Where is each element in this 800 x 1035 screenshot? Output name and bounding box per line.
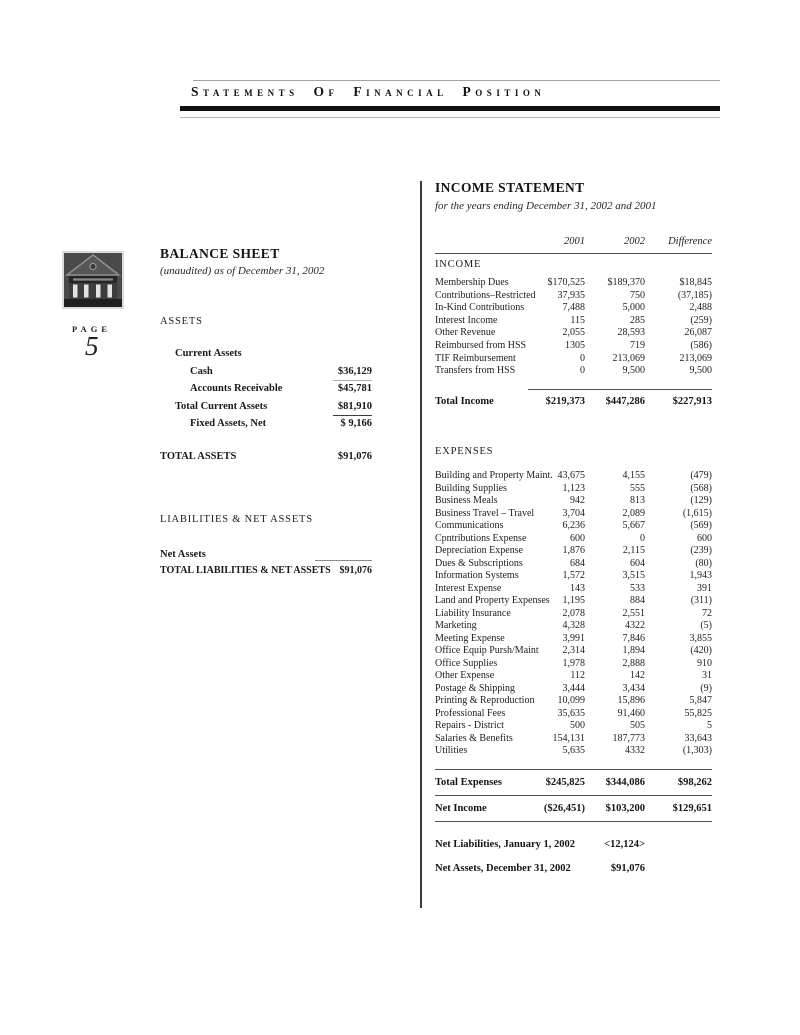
row-label: Other Revenue xyxy=(435,327,496,339)
balance-sheet-row xyxy=(160,363,372,381)
expense-row xyxy=(435,620,712,633)
header-thick-rule xyxy=(180,106,720,111)
expense-row xyxy=(435,508,712,521)
value-2002: 28,593 xyxy=(617,327,645,339)
income-heading: INCOME xyxy=(435,259,482,270)
value-2002: 187,773 xyxy=(612,732,645,744)
total-income-2001: $219,373 xyxy=(545,396,585,407)
value-difference: 213,069 xyxy=(679,352,712,364)
row-label: Transfers from HSS xyxy=(435,365,516,377)
value-difference: $18,845 xyxy=(679,277,712,288)
total-liabilities-row xyxy=(160,562,372,580)
row-label: Cash xyxy=(190,365,213,377)
value-2002: 505 xyxy=(630,720,645,731)
value-difference: 72 xyxy=(702,607,712,619)
value-difference: 9,500 xyxy=(689,365,712,377)
header-bottom-rule xyxy=(180,117,720,118)
expense-row xyxy=(435,695,712,708)
expense-row xyxy=(435,658,712,671)
value-difference: 5 xyxy=(707,720,712,731)
value-2002: 142 xyxy=(630,670,645,681)
row-label: Building Supplies xyxy=(435,482,507,494)
value-2002: 533 xyxy=(630,582,645,594)
income-row xyxy=(435,340,712,353)
value-difference: (80) xyxy=(695,557,712,569)
value-2001: 4,328 xyxy=(562,620,585,631)
income-row xyxy=(435,277,712,290)
value-difference: (1,615) xyxy=(682,507,712,519)
net-assets-row xyxy=(160,546,372,564)
row-label: Interest Income xyxy=(435,314,498,326)
expense-row xyxy=(435,633,712,646)
row-label: Depreciation Expense xyxy=(435,545,524,556)
row-label: Utilities xyxy=(435,745,468,756)
value-difference: (259) xyxy=(690,314,712,326)
value-2001: 1,978 xyxy=(562,657,585,669)
value-2001: 1305 xyxy=(565,339,585,351)
row-label: Liability Insurance xyxy=(435,607,511,619)
row-label: Membership Dues xyxy=(435,277,509,288)
value-2002: 2,115 xyxy=(622,545,645,556)
value-2002: 5,000 xyxy=(622,302,645,314)
value-difference: 26,087 xyxy=(684,327,712,339)
assets-heading: ASSETS xyxy=(160,316,203,327)
value-difference: 391 xyxy=(697,582,712,594)
summary-row xyxy=(435,862,712,876)
row-label: Meeting Expense xyxy=(435,632,505,644)
balance-sheet-row xyxy=(160,380,372,398)
row-label: Professional Fees xyxy=(435,707,506,719)
value-2002: 813 xyxy=(630,495,645,506)
total-assets-row xyxy=(160,448,372,466)
value-difference: 2,488 xyxy=(689,302,712,314)
value-2002: 0 xyxy=(640,532,645,544)
expense-row xyxy=(435,720,712,733)
header-top-rule xyxy=(193,80,720,81)
row-label: Total Current Assets xyxy=(175,400,268,412)
row-value: $ 9,166 xyxy=(340,418,372,430)
value-2002: 2,089 xyxy=(622,507,645,519)
row-value: $45,781 xyxy=(337,383,372,395)
balance-sheet-title: BALANCE SHEET xyxy=(160,246,280,261)
value-2002: 3,434 xyxy=(622,682,645,694)
row-label: Net Assets, December 31, 2002 xyxy=(435,862,571,874)
row-label: Accounts Receivable xyxy=(190,383,283,395)
asset-rows xyxy=(160,345,372,433)
expense-row xyxy=(435,570,712,583)
total-expenses-label: Total Expenses xyxy=(435,777,503,788)
net-assets-label: Net Assets xyxy=(160,549,206,560)
row-label: Reimbursed from HSS xyxy=(435,339,527,351)
value-difference: (9) xyxy=(700,682,712,694)
row-label: Marketing xyxy=(435,620,477,631)
value-2001: 143 xyxy=(570,582,585,594)
col-2001: 2001 xyxy=(564,236,585,247)
expense-row xyxy=(435,708,712,721)
value-difference: (479) xyxy=(690,470,712,481)
summary-rows xyxy=(435,838,712,885)
value-2001: 43,675 xyxy=(557,470,585,481)
expense-row xyxy=(435,495,712,508)
row-label: Cpntributions Expense xyxy=(435,532,527,544)
value-2001: 115 xyxy=(570,314,585,326)
summary-row xyxy=(435,838,712,852)
value-difference: (5) xyxy=(700,620,712,631)
value-difference: 600 xyxy=(697,532,712,544)
income-statement-title: INCOME STATEMENT xyxy=(435,180,585,195)
page-word-label: PAGE xyxy=(72,324,111,334)
value-2001: 7,488 xyxy=(562,302,585,314)
value-difference: (129) xyxy=(690,495,712,506)
value-2001: 154,131 xyxy=(552,732,585,744)
net-income-difference: $129,651 xyxy=(672,803,712,814)
value-difference: (37,185) xyxy=(677,289,712,301)
net-income-2001: ($26,451) xyxy=(543,803,585,814)
total-income-difference: $227,913 xyxy=(672,396,712,407)
income-row xyxy=(435,353,712,366)
income-row xyxy=(435,315,712,328)
net-assets-blank-rule xyxy=(315,560,372,561)
balance-sheet-row xyxy=(160,415,372,433)
value-difference: 55,825 xyxy=(684,707,712,719)
value-2001: 0 xyxy=(580,365,585,377)
page-number: 5 xyxy=(85,331,99,361)
value-2001: 2,078 xyxy=(562,607,585,619)
value-difference: (569) xyxy=(690,520,712,531)
row-label: Building and Property Maint. xyxy=(435,470,553,481)
row-label: Postage & Shipping xyxy=(435,682,516,694)
expense-row xyxy=(435,483,712,496)
expense-row xyxy=(435,683,712,696)
value-2002: 719 xyxy=(630,339,645,351)
col-difference: Difference xyxy=(668,236,712,247)
net-income-2002: $103,200 xyxy=(605,803,645,814)
row-label: Office Equip Pursh/Maint xyxy=(435,645,539,656)
value-difference: (1,303) xyxy=(682,745,712,756)
value-2002: 7,846 xyxy=(622,632,645,644)
income-row xyxy=(435,365,712,378)
row-label: Net Liabilities, January 1, 2002 xyxy=(435,839,576,850)
income-row xyxy=(435,302,712,315)
value-difference: 31 xyxy=(702,670,712,681)
value-2002: 4322 xyxy=(625,620,645,631)
value-2002: 604 xyxy=(630,557,645,569)
row-value: $91,076 xyxy=(610,862,645,874)
total-income-rule xyxy=(528,389,712,390)
value-2002: 91,460 xyxy=(617,707,645,719)
total-income-row xyxy=(435,394,712,409)
total-liabilities-value: $91,076 xyxy=(339,565,372,576)
row-label: Land and Property Expenses xyxy=(435,595,550,606)
expense-row xyxy=(435,470,712,483)
net-income-row xyxy=(435,801,712,816)
expense-row xyxy=(435,645,712,658)
row-label: Printing & Reproduction xyxy=(435,695,535,706)
value-2001: 37,935 xyxy=(557,289,585,301)
value-2002: 213,069 xyxy=(612,352,645,364)
value-2002: 2,551 xyxy=(622,607,645,619)
value-difference: 1,943 xyxy=(689,570,712,581)
value-2001: $170,525 xyxy=(547,277,585,288)
expense-row xyxy=(435,545,712,558)
value-2001: 2,314 xyxy=(562,645,585,656)
row-label: Contributions–Restricted xyxy=(435,289,536,301)
expense-row xyxy=(435,595,712,608)
expense-row xyxy=(435,608,712,621)
total-expenses-2002: $344,086 xyxy=(605,777,645,788)
value-2002: 750 xyxy=(630,289,645,301)
row-label: Dues & Subscriptions xyxy=(435,557,523,569)
value-difference: 3,855 xyxy=(689,632,712,644)
value-2001: 1,572 xyxy=(562,570,585,581)
total-liabilities-label: TOTAL LIABILITIES & NET ASSETS xyxy=(160,565,331,576)
value-2001: 3,704 xyxy=(562,507,585,519)
row-label: Interest Expense xyxy=(435,582,502,594)
row-label: Office Supplies xyxy=(435,657,498,669)
value-2001: 500 xyxy=(570,720,585,731)
total-expenses-2001: $245,825 xyxy=(545,777,585,788)
col-2002: 2002 xyxy=(624,236,645,247)
total-income-label: Total Income xyxy=(435,396,494,407)
balance-sheet-row xyxy=(160,345,372,363)
value-difference: 910 xyxy=(697,657,712,669)
value-difference: (586) xyxy=(690,339,712,351)
income-rows xyxy=(435,277,712,378)
expense-row xyxy=(435,670,712,683)
row-label: Repairs - District xyxy=(435,720,504,731)
income-row xyxy=(435,290,712,303)
expense-row xyxy=(435,558,712,571)
value-2001: 3,991 xyxy=(562,632,585,644)
income-statement-subtitle: for the years ending December 31, 2002 and 2001 xyxy=(435,200,657,212)
value-2002: $189,370 xyxy=(607,277,645,288)
row-label: Information Systems xyxy=(435,570,519,581)
balance-sheet-row xyxy=(160,398,372,416)
row-label: Salaries & Benefits xyxy=(435,732,513,744)
total-expenses-difference: $98,262 xyxy=(677,777,712,788)
bank-building-icon xyxy=(62,251,124,309)
value-difference: 33,643 xyxy=(684,732,712,744)
row-value: $36,129 xyxy=(333,363,372,382)
value-2001: 1,195 xyxy=(562,595,585,606)
value-2001: 2,055 xyxy=(562,327,585,339)
expenses-heading: EXPENSES xyxy=(435,446,494,457)
value-2001: 600 xyxy=(570,532,585,544)
expense-row xyxy=(435,733,712,746)
value-difference: (311) xyxy=(690,595,712,606)
value-difference: (239) xyxy=(690,545,712,556)
net-income-bottom-rule xyxy=(435,821,712,822)
row-value: <12,124> xyxy=(604,839,645,850)
income-row xyxy=(435,327,712,340)
row-label: Business Meals xyxy=(435,495,498,506)
expense-rows xyxy=(435,470,712,758)
value-2001: 5,635 xyxy=(562,745,585,756)
value-2001: 942 xyxy=(570,495,585,506)
value-difference: (420) xyxy=(690,645,712,656)
value-2001: 0 xyxy=(580,352,585,364)
balance-sheet-subtitle: (unaudited) as of December 31, 2002 xyxy=(160,265,325,277)
value-2002: 555 xyxy=(630,482,645,494)
value-2001: 10,099 xyxy=(557,695,585,706)
row-label: Current Assets xyxy=(175,348,242,359)
value-2002: 4,155 xyxy=(622,470,645,481)
row-label: Fixed Assets, Net xyxy=(190,418,267,430)
expense-row xyxy=(435,520,712,533)
liabilities-heading: LIABILITIES & NET ASSETS xyxy=(160,514,313,525)
value-2002: 1,894 xyxy=(622,645,645,656)
total-income-2002: $447,286 xyxy=(605,396,645,407)
expense-row xyxy=(435,533,712,546)
value-2002: 285 xyxy=(630,314,645,326)
row-label: Other Expense xyxy=(435,670,495,681)
page-title: Statements Of Financial Position xyxy=(191,84,546,99)
value-2001: 3,444 xyxy=(562,682,585,694)
value-2001: 1,123 xyxy=(562,482,585,494)
column-divider-rule xyxy=(420,181,422,908)
expense-row xyxy=(435,583,712,596)
column-header-row xyxy=(435,236,712,254)
value-difference: 5,847 xyxy=(689,695,712,706)
total-expenses-row xyxy=(435,775,712,790)
total-assets-label: TOTAL ASSETS xyxy=(160,451,237,462)
total-assets-value: $91,076 xyxy=(337,451,372,462)
value-2002: 4332 xyxy=(625,745,645,756)
value-2002: 5,667 xyxy=(622,520,645,531)
value-2002: 15,896 xyxy=(617,695,645,706)
value-2001: 35,635 xyxy=(557,707,585,719)
row-value: $81,910 xyxy=(333,398,372,417)
value-2001: 112 xyxy=(570,670,585,681)
net-income-top-rule xyxy=(435,795,712,796)
total-expenses-rule xyxy=(435,769,712,770)
row-label: Business Travel – Travel xyxy=(435,507,535,519)
row-label: In-Kind Contributions xyxy=(435,302,525,314)
value-2002: 2,888 xyxy=(622,657,645,669)
value-2002: 3,515 xyxy=(622,570,645,581)
value-2002: 9,500 xyxy=(622,365,645,377)
expense-row xyxy=(435,745,712,758)
value-2002: 884 xyxy=(630,595,645,606)
value-2001: 1,876 xyxy=(562,545,585,556)
row-label: Communications xyxy=(435,520,504,531)
net-income-label: Net Income xyxy=(435,803,487,814)
row-label: TIF Reimbursement xyxy=(435,352,516,364)
value-difference: (568) xyxy=(690,482,712,494)
value-2001: 6,236 xyxy=(562,520,585,531)
value-2001: 684 xyxy=(570,557,585,569)
